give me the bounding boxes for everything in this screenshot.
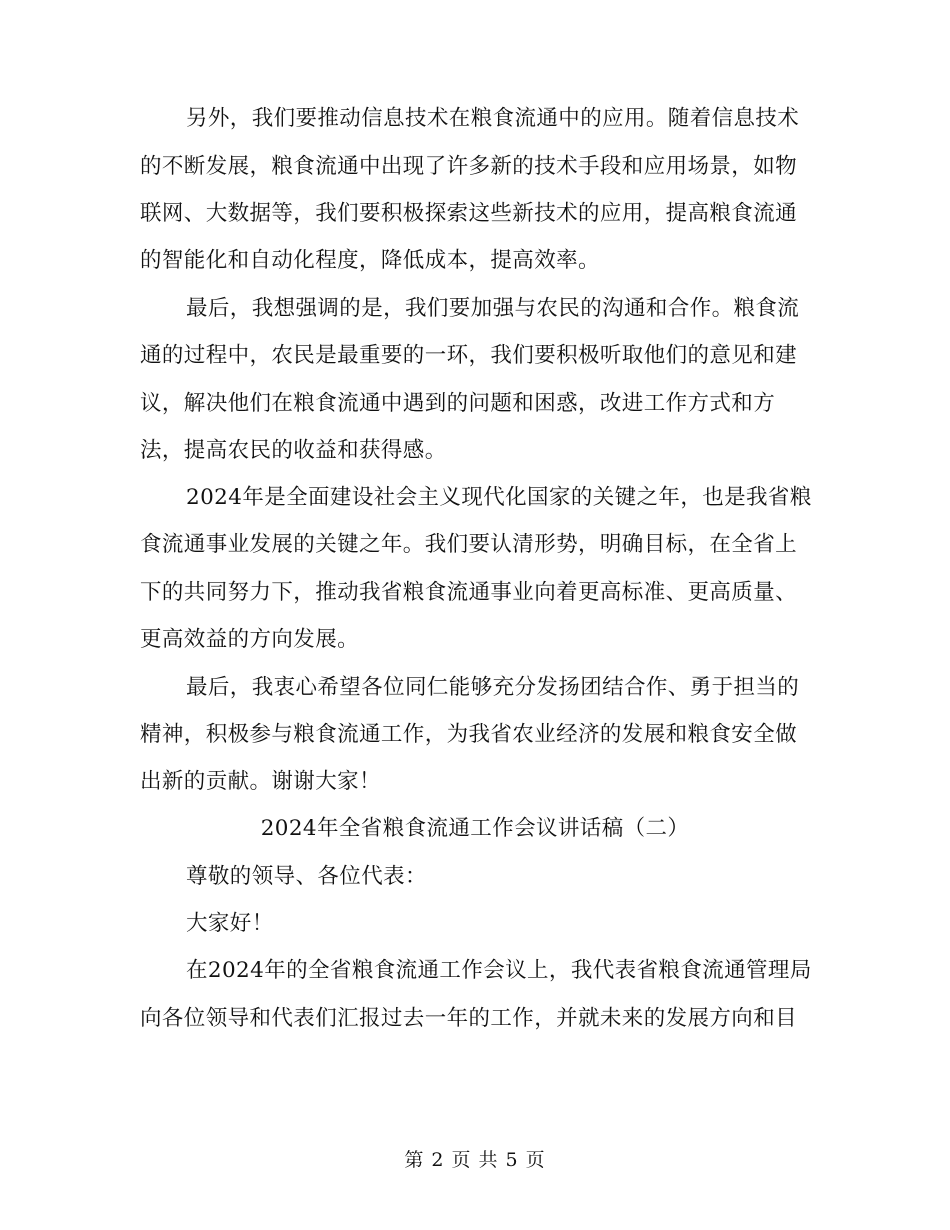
greeting: 大家好！ — [186, 911, 274, 936]
paragraph-1-line-4: 的智能化和自动化程度，降低成本，提高效率。 — [140, 248, 600, 273]
paragraph-2-line-1: 最后，我想强调的是，我们要加强与农民的沟通和合作。粮食流 — [186, 296, 800, 321]
paragraph-3-line-1: 2024年是全面建设社会主义现代化国家的关键之年，也是我省粮 — [186, 485, 812, 510]
paragraph-1-line-3: 联网、大数据等，我们要积极探索这些新技术的应用，提高粮食流通 — [140, 201, 798, 226]
paragraph-3-line-2: 食流通事业发展的关键之年。我们要认清形势，明确目标，在全省上 — [140, 532, 798, 557]
page-number-footer: 第 2 页 共 5 页 — [404, 1149, 546, 1171]
paragraph-4-line-3: 出新的贡献。谢谢大家！ — [140, 769, 381, 794]
paragraph-3-line-3: 下的共同努力下，推动我省粮食流通事业向着更高标准、更高质量、 — [140, 580, 798, 605]
paragraph-4-line-1: 最后，我衷心希望各位同仁能够充分发扬团结合作、勇于担当的 — [186, 675, 800, 700]
paragraph-2-line-4: 法，提高农民的收益和获得感。 — [140, 438, 447, 463]
paragraph-2-line-2: 通的过程中，农民是最重要的一环，我们要积极听取他们的意见和建 — [140, 343, 798, 368]
paragraph-1-line-2: 的不断发展，粮食流通中出现了许多新的技术手段和应用场景，如物 — [140, 154, 798, 179]
paragraph-3-line-4: 更高效益的方向发展。 — [140, 627, 360, 652]
salutation: 尊敬的领导、各位代表： — [186, 864, 427, 889]
closing-paragraph-line-2: 向各位领导和代表们汇报过去一年的工作，并就未来的发展方向和目 — [140, 1006, 798, 1031]
paragraph-4-line-2: 精神，积极参与粮食流通工作，为我省农业经济的发展和粮食安全做 — [140, 722, 798, 747]
closing-paragraph-line-1: 在2024年的全省粮食流通工作会议上，我代表省粮食流通管理局 — [186, 958, 812, 983]
paragraph-1-line-1: 另外，我们要推动信息技术在粮食流通中的应用。随着信息技术 — [186, 106, 800, 131]
paragraph-2-line-3: 议，解决他们在粮食流通中遇到的问题和困惑，改进工作方式和方 — [140, 391, 776, 416]
section-title: 2024年全省粮食流通工作会议讲话稿（二） — [260, 816, 690, 841]
